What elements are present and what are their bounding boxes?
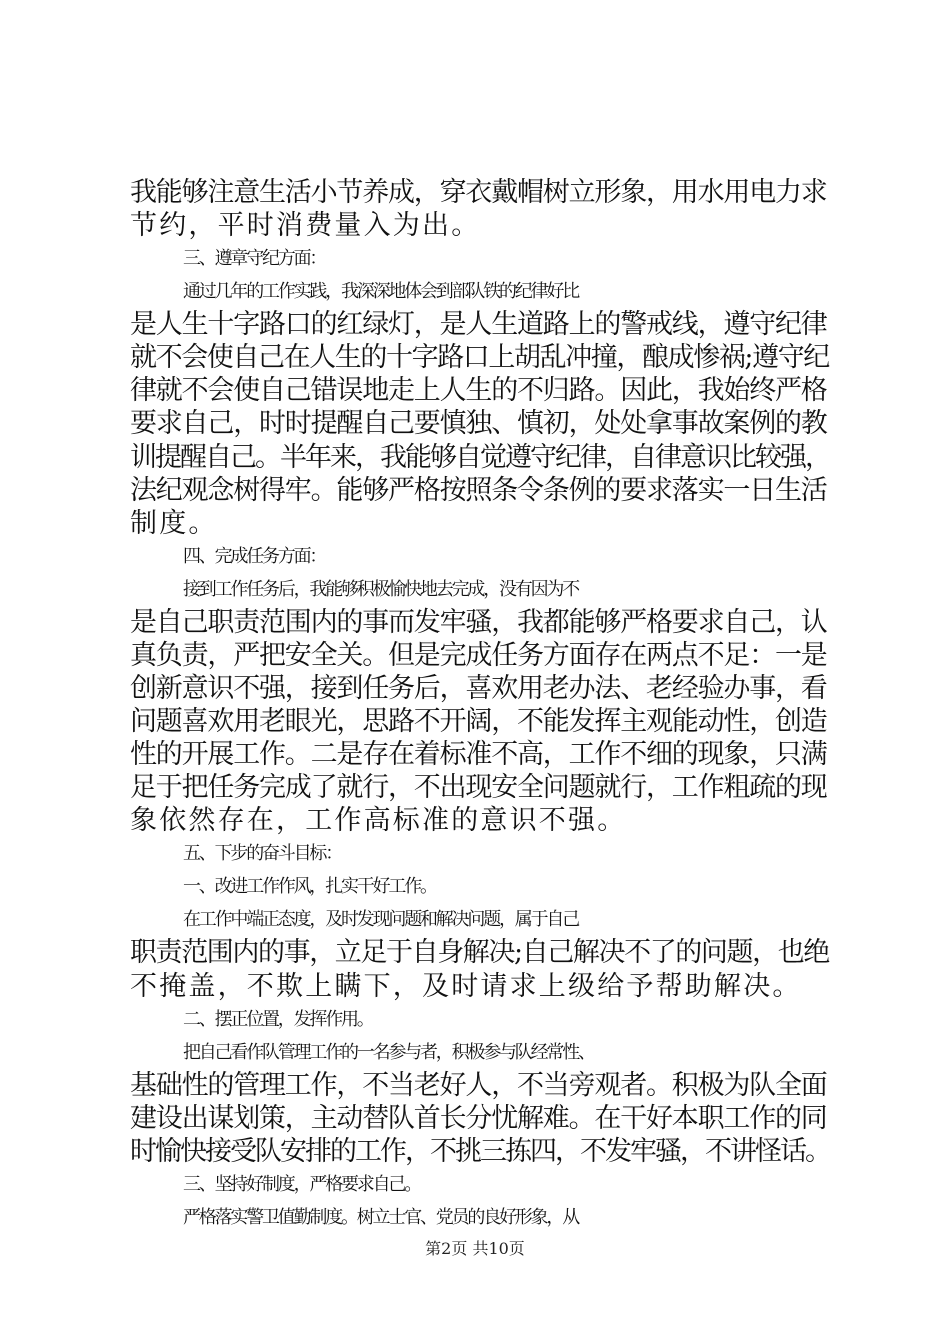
text-line: 法纪观念树得牢。能够严格按照条令条例的要求落实一日生活 — [130, 475, 827, 506]
text-line: 在工作中端正态度，及时发现问题和解决问题，属于自己 — [183, 909, 578, 930]
text-line: 足于把任务完成了就行，不出现安全问题就行，工作粗疏的现 — [130, 772, 827, 803]
section-heading: 五、下步的奋斗目标： — [183, 843, 341, 864]
section-heading: 四、完成任务方面： — [183, 546, 326, 567]
section-heading: 三、遵章守纪方面： — [183, 248, 326, 269]
text-line: 训提醒自己。半年来，我能够自觉遵守纪律，自律意识比较强， — [130, 442, 830, 473]
text-line: 制度。 — [130, 508, 218, 539]
text-line: 创新意识不强，接到任务后，喜欢用老办法、老经验办事，看 — [130, 673, 827, 704]
text-line: 节约，平时消费量入为出。 — [130, 210, 481, 241]
text-line: 接到工作任务后，我能够积极愉快地去完成，没有因为不 — [183, 579, 578, 600]
text-line: 要求自己，时时提醒自己要慎独、慎初，处处拿事故案例的教 — [130, 408, 827, 439]
text-line: 把自己看作队管理工作的一名参与者，积极参与队经常性、 — [183, 1042, 594, 1063]
text-line: 是人生十字路口的红绿灯，是人生道路上的警戒线，遵守纪律 — [130, 309, 827, 340]
text-line: 严格落实警卫值勤制度。树立士官、党员的良好形象，从 — [183, 1207, 578, 1228]
text-line: 就不会使自己在人生的十字路口上胡乱冲撞，酿成惨祸;遵守纪 — [130, 342, 829, 373]
text-line: 真负责，严把安全关。但是完成任务方面存在两点不足：一是 — [130, 640, 827, 671]
text-line: 职责范围内的事，立足于自身解决;自己解决不了的问题，也绝 — [130, 937, 829, 968]
text-line: 是自己职责范围内的事而发牢骚，我都能够严格要求自己，认 — [130, 607, 827, 638]
text-line: 建设出谋划策，主动替队首长分忧解难。在干好本职工作的同 — [130, 1103, 827, 1134]
text-line: 时愉快接受队安排的工作，不挑三拣四，不发牢骚，不讲怪话。 — [130, 1136, 830, 1167]
sub-heading: 二、摆正位置，发挥作用。 — [183, 1009, 373, 1030]
text-line: 基础性的管理工作，不当老好人，不当旁观者。积极为队全面 — [130, 1070, 827, 1101]
text-line: 我能够注意生活小节养成，穿衣戴帽树立形象，用水用电力求 — [130, 177, 827, 208]
text-line: 不掩盖，不欺上瞒下，及时请求上级给予帮助解决。 — [130, 971, 802, 1002]
sub-heading: 一、改进工作作风，扎实干好工作。 — [183, 876, 436, 897]
text-line: 问题喜欢用老眼光，思路不开阔，不能发挥主观能动性，创造 — [130, 706, 827, 737]
sub-heading: 三、坚持好制度，严格要求自己。 — [183, 1174, 420, 1195]
text-line: 律就不会使自己错误地走上人生的不归路。因此，我始终严格 — [130, 375, 827, 406]
page-footer: 第2页 共10页 — [425, 1239, 525, 1258]
text-line: 通过几年的工作实践，我深深地体会到部队铁的纪律好比 — [183, 281, 578, 302]
text-line: 象依然存在，工作高标准的意识不强。 — [130, 805, 627, 836]
text-line: 性的开展工作。二是存在着标准不高，工作不细的现象，只满 — [130, 739, 827, 770]
